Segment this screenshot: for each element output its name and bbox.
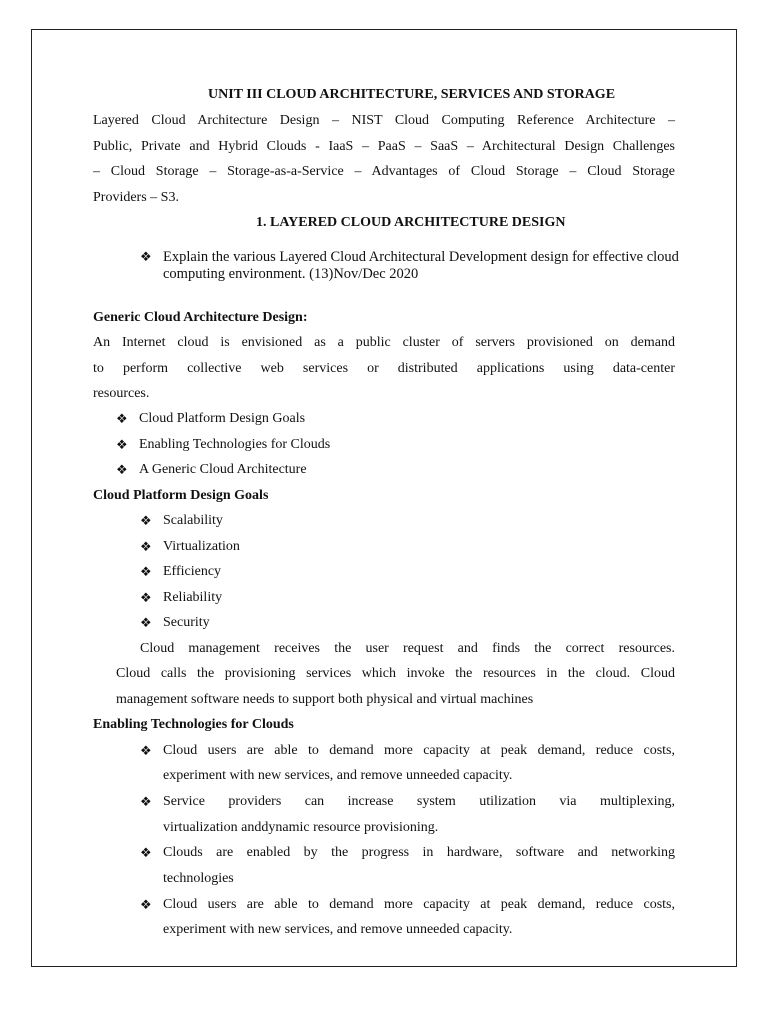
list-item: technologies <box>163 871 234 886</box>
list-item: A Generic Cloud Architecture <box>139 462 307 477</box>
list-item: Security <box>163 615 210 630</box>
generic-para-line-3: resources. <box>93 386 150 401</box>
bullet-icon: ❖ <box>140 590 152 605</box>
list-item: Clouds are enabled by the progress in hardware, software and networking <box>163 845 675 860</box>
generic-heading: Generic Cloud Architecture Design: <box>93 310 308 325</box>
section-heading: 1. LAYERED CLOUD ARCHITECTURE DESIGN <box>256 215 566 230</box>
list-item: Service providers can increase system utilization via multiplexing, <box>163 794 675 809</box>
list-item: Efficiency <box>163 564 222 579</box>
list-item: Cloud users are able to demand more capacity at peak demand, reduce costs, <box>163 743 675 758</box>
list-item: experiment with new services, and remove unneeded capacity. <box>163 768 513 783</box>
bullet-icon: ❖ <box>140 615 152 630</box>
list-item: Cloud Platform Design Goals <box>139 411 306 426</box>
bullet-icon: ❖ <box>140 539 152 554</box>
list-item: Virtualization <box>163 539 240 554</box>
mgmt-para-line-1: Cloud management receives the user request and finds the correct resources. <box>140 641 675 656</box>
syllabus-line-4: Providers – S3. <box>93 190 179 205</box>
syllabus-line-3: – Cloud Storage – Storage-as-a-Service – Advantages of Cloud Storage – Cloud Storage <box>93 164 675 179</box>
question-line-1: Explain the various Layered Cloud Architectural Development design for effective cloud <box>163 249 679 265</box>
bullet-icon: ❖ <box>116 437 128 452</box>
mgmt-para-line-2: Cloud calls the provisioning services which invoke the resources in the cloud. Cloud <box>116 666 675 681</box>
list-item: virtualization anddynamic resource provisioning. <box>163 820 439 835</box>
bullet-icon: ❖ <box>140 513 152 528</box>
bullet-icon: ❖ <box>116 411 128 426</box>
bullet-icon: ❖ <box>140 249 152 264</box>
enabling-heading: Enabling Technologies for Clouds <box>93 717 294 732</box>
syllabus-line-1: Layered Cloud Architecture Design – NIST Cloud Computing Reference Architecture – <box>93 113 675 128</box>
generic-para-line-1: An Internet cloud is envisioned as a public cluster of servers provisioned on demand <box>93 335 675 350</box>
bullet-icon: ❖ <box>140 897 152 912</box>
list-item: experiment with new services, and remove unneeded capacity. <box>163 922 513 937</box>
unit-title: UNIT III CLOUD ARCHITECTURE, SERVICES AND STORAGE <box>208 87 616 102</box>
mgmt-para-line-3: management software needs to support both physical and virtual machines <box>116 692 534 707</box>
list-item: Enabling Technologies for Clouds <box>139 437 331 452</box>
bullet-icon: ❖ <box>140 845 152 860</box>
goals-heading: Cloud Platform Design Goals <box>93 488 269 503</box>
list-item: Reliability <box>163 590 223 605</box>
bullet-icon: ❖ <box>116 462 128 477</box>
generic-para-line-2: to perform collective web services or distributed applications using data-center <box>93 361 675 376</box>
list-item: Scalability <box>163 513 223 528</box>
syllabus-line-2: Public, Private and Hybrid Clouds - IaaS – PaaS – SaaS – Architectural Design Challenges <box>93 139 675 154</box>
bullet-icon: ❖ <box>140 743 152 758</box>
bullet-icon: ❖ <box>140 794 152 809</box>
bullet-icon: ❖ <box>140 564 152 579</box>
list-item: Cloud users are able to demand more capacity at peak demand, reduce costs, <box>163 897 675 912</box>
question-line-2: computing environment. (13)Nov/Dec 2020 <box>163 266 419 282</box>
